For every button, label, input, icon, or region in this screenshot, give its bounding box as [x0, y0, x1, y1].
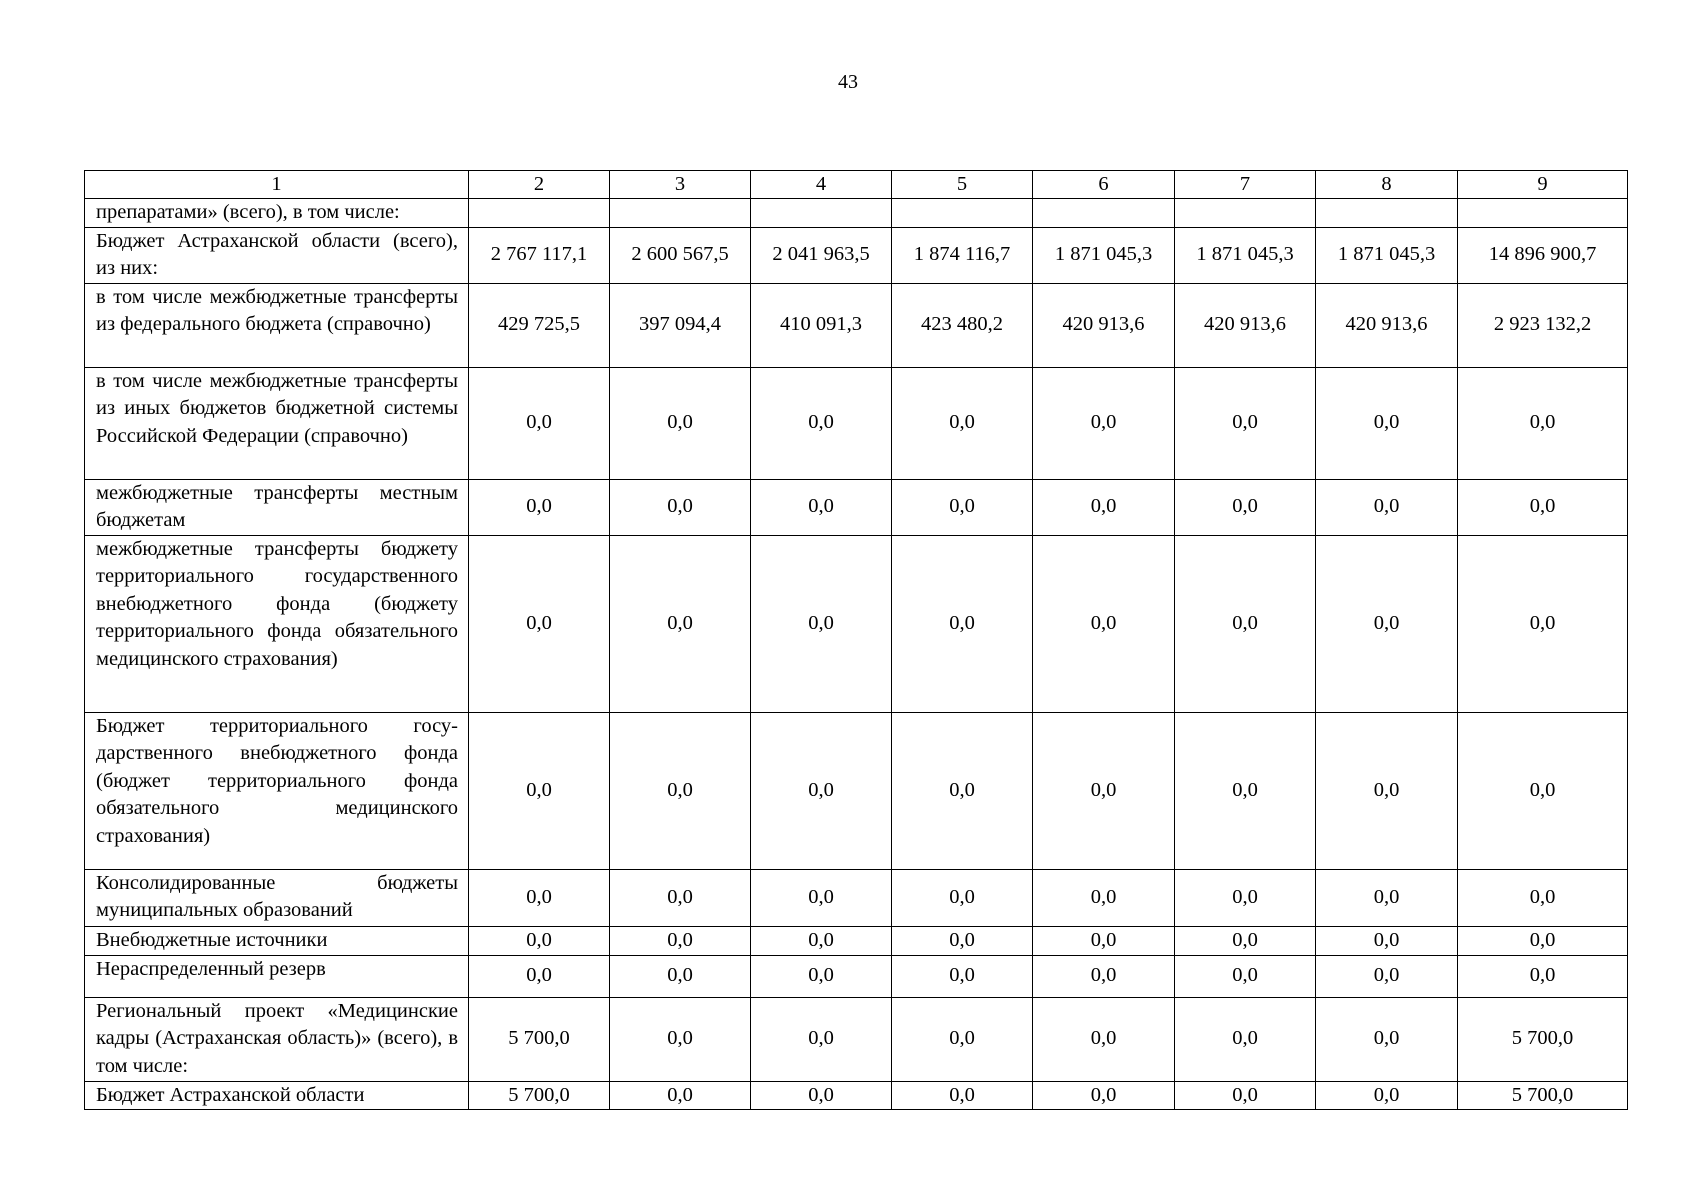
column-header: 8: [1316, 171, 1458, 199]
table-row: [85, 479, 1628, 535]
row-label: Региональный проект «Медицинские кадры (Астраханская область)» (всего), в том числе:: [85, 997, 469, 1081]
row-label: препаратами» (всего), в том числе:: [85, 199, 469, 228]
table-cell: 0,0: [751, 955, 892, 997]
table-cell: 0,0: [892, 1081, 1033, 1110]
table-cell: 0,0: [1175, 869, 1316, 926]
table-header-row: [85, 171, 1628, 199]
table-cell: 5 700,0: [469, 997, 610, 1081]
table-row: [85, 1081, 1628, 1110]
table-row: [85, 712, 1628, 869]
table-cell: 2 600 567,5: [610, 227, 751, 283]
table-cell: 0,0: [1033, 869, 1175, 926]
table-cell: 0,0: [751, 997, 892, 1081]
table-cell: 0,0: [1458, 926, 1628, 955]
table-cell: 0,0: [751, 1081, 892, 1110]
table-cell: 0,0: [892, 367, 1033, 479]
table-cell: 0,0: [610, 1081, 751, 1110]
table-cell: [751, 199, 892, 228]
table-cell: 397 094,4: [610, 283, 751, 367]
table-cell: 0,0: [892, 869, 1033, 926]
table-cell: 0,0: [1458, 955, 1628, 997]
column-header: 4: [751, 171, 892, 199]
table-cell: 1 874 116,7: [892, 227, 1033, 283]
table-cell: 420 913,6: [1033, 283, 1175, 367]
table-cell: 1 871 045,3: [1175, 227, 1316, 283]
row-label: в том числе межбюджетные трансферты из иных бюджетов бюджетной системы Российской Федерации (справочно): [85, 367, 469, 479]
table-cell: 0,0: [610, 997, 751, 1081]
table-cell: 0,0: [1316, 367, 1458, 479]
table-row: [85, 199, 1628, 228]
table-cell: [610, 199, 751, 228]
column-header: 5: [892, 171, 1033, 199]
column-header: 6: [1033, 171, 1175, 199]
column-header: 3: [610, 171, 751, 199]
table-cell: 0,0: [1033, 955, 1175, 997]
row-label: Внебюджетные источники: [85, 926, 469, 955]
table-cell: 5 700,0: [469, 1081, 610, 1110]
table-row: [85, 367, 1628, 479]
table-cell: 0,0: [1316, 955, 1458, 997]
table-cell: 0,0: [892, 479, 1033, 535]
table-cell: 0,0: [1316, 997, 1458, 1081]
table-cell: 420 913,6: [1316, 283, 1458, 367]
row-label: в том числе межбюджетные трансферты из федерального бюджета (справочно): [85, 283, 469, 367]
table-cell: 0,0: [610, 535, 751, 712]
table-cell: 0,0: [1175, 955, 1316, 997]
table-cell: 0,0: [751, 712, 892, 869]
table-cell: 1 871 045,3: [1316, 227, 1458, 283]
row-label: межбюджетные трансферты местным бюджетам: [85, 479, 469, 535]
table-cell: 0,0: [469, 926, 610, 955]
table-cell: 0,0: [469, 367, 610, 479]
table-cell: 0,0: [610, 479, 751, 535]
table-cell: 0,0: [1175, 997, 1316, 1081]
table-cell: 0,0: [1458, 712, 1628, 869]
table-cell: 0,0: [1316, 712, 1458, 869]
table-cell: 1 871 045,3: [1033, 227, 1175, 283]
table-cell: 420 913,6: [1175, 283, 1316, 367]
table-cell: 0,0: [1175, 1081, 1316, 1110]
table-cell: 0,0: [892, 926, 1033, 955]
table-cell: 0,0: [1316, 869, 1458, 926]
table-cell: 2 923 132,2: [1458, 283, 1628, 367]
table-cell: 0,0: [751, 535, 892, 712]
table-cell: 0,0: [1458, 367, 1628, 479]
table-cell: 0,0: [469, 869, 610, 926]
table-cell: 0,0: [610, 367, 751, 479]
table-cell: 0,0: [1033, 535, 1175, 712]
table-cell: [1458, 199, 1628, 228]
table-cell: 0,0: [751, 367, 892, 479]
table-cell: 0,0: [610, 926, 751, 955]
table-cell: 0,0: [1175, 926, 1316, 955]
table-row: [85, 955, 1628, 997]
table-cell: 0,0: [1175, 367, 1316, 479]
table-row: [85, 283, 1628, 367]
table-cell: 2 767 117,1: [469, 227, 610, 283]
row-label: Бюджет Астраханской области: [85, 1081, 469, 1110]
table-row: [85, 869, 1628, 926]
row-label: Бюджет территориального государственного внебюджетного фонда (бюджет территориального фонда обязательного медицинского страхования): [85, 712, 469, 869]
table-cell: 0,0: [610, 712, 751, 869]
table-cell: 0,0: [469, 479, 610, 535]
table-cell: 0,0: [1033, 1081, 1175, 1110]
table-cell: 0,0: [1316, 1081, 1458, 1110]
page-number: 43: [838, 71, 858, 93]
row-label: Нераспределенный резерв: [85, 955, 469, 997]
budget-table: [84, 170, 1628, 1110]
table-cell: 0,0: [1458, 479, 1628, 535]
table-cell: 0,0: [610, 955, 751, 997]
row-label: межбюджетные трансферты бюджету территориального государственного внебюджетного фонда (бюджету территориального фонда обязательного медицинского страхования): [85, 535, 469, 712]
column-header: 2: [469, 171, 610, 199]
table-cell: 0,0: [1033, 926, 1175, 955]
table-cell: 0,0: [1458, 535, 1628, 712]
table-row: [85, 926, 1628, 955]
table-row: [85, 227, 1628, 283]
table-cell: 5 700,0: [1458, 1081, 1628, 1110]
table-cell: 0,0: [751, 869, 892, 926]
table-cell: [469, 199, 610, 228]
table-cell: 0,0: [1033, 997, 1175, 1081]
row-label: Консолидированные бюджеты муниципальных образований: [85, 869, 469, 926]
table-cell: 0,0: [1033, 367, 1175, 479]
table-row: [85, 535, 1628, 712]
table-cell: 0,0: [1458, 869, 1628, 926]
table-cell: 0,0: [1033, 712, 1175, 869]
table-cell: 0,0: [892, 712, 1033, 869]
table-cell: 0,0: [469, 955, 610, 997]
table-cell: 429 725,5: [469, 283, 610, 367]
table-cell: [1175, 199, 1316, 228]
table-cell: [892, 199, 1033, 228]
table-cell: 0,0: [469, 535, 610, 712]
table-cell: 0,0: [1175, 479, 1316, 535]
column-header: 9: [1458, 171, 1628, 199]
table-cell: 0,0: [1175, 535, 1316, 712]
column-header: 7: [1175, 171, 1316, 199]
table-cell: 5 700,0: [1458, 997, 1628, 1081]
table-cell: 14 896 900,7: [1458, 227, 1628, 283]
row-label: Бюджет Астраханской области (всего), из них:: [85, 227, 469, 283]
table-cell: 0,0: [1033, 479, 1175, 535]
table-cell: 0,0: [1316, 926, 1458, 955]
table-cell: 0,0: [892, 535, 1033, 712]
table-cell: 423 480,2: [892, 283, 1033, 367]
table-cell: 0,0: [751, 926, 892, 955]
table-row: [85, 997, 1628, 1081]
table-cell: [1316, 199, 1458, 228]
table-cell: 2 041 963,5: [751, 227, 892, 283]
table-cell: [1033, 199, 1175, 228]
table-cell: 0,0: [892, 955, 1033, 997]
table-cell: 0,0: [469, 712, 610, 869]
table-cell: 0,0: [751, 479, 892, 535]
table-cell: 0,0: [1316, 479, 1458, 535]
table-cell: 0,0: [1175, 712, 1316, 869]
table-cell: 0,0: [892, 997, 1033, 1081]
table-cell: 410 091,3: [751, 283, 892, 367]
table-cell: 0,0: [610, 869, 751, 926]
table-cell: 0,0: [1316, 535, 1458, 712]
column-header: 1: [85, 171, 469, 199]
